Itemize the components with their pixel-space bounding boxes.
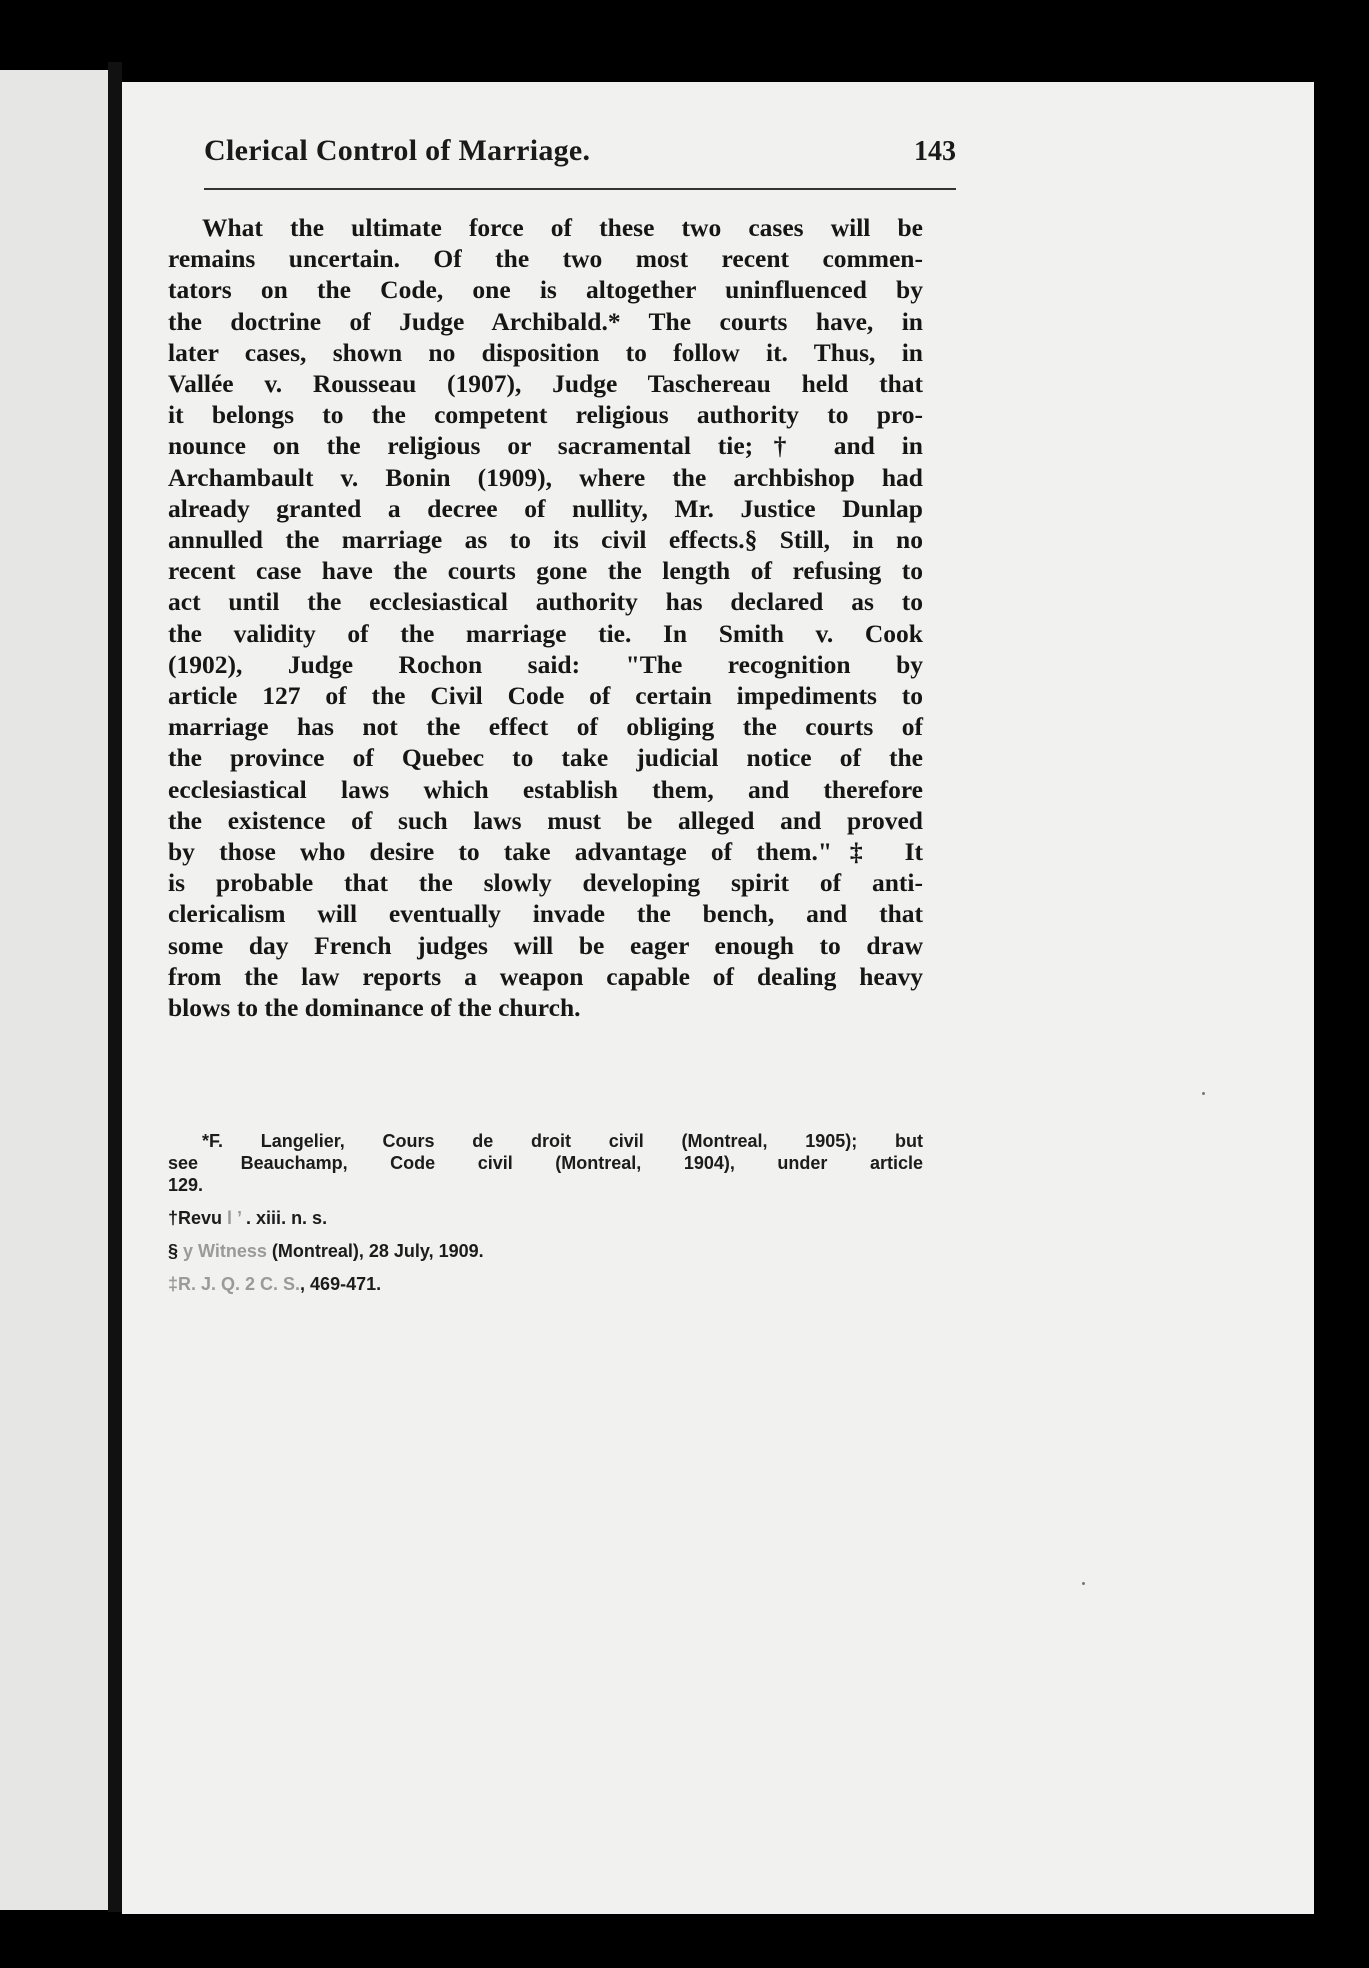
scan-speck [1082, 1582, 1085, 1585]
footnote-text: (Montreal), 28 July, 1909. [271, 1241, 484, 1261]
body-line: is probable that the slowly developing spirit of anti- [168, 868, 923, 898]
body-line: blows to the dominance of the church. [168, 993, 581, 1023]
book-gutter [108, 62, 122, 1912]
body-line: the existence of such laws must be alleged and proved [168, 805, 923, 835]
running-head [204, 134, 956, 190]
body-line: later cases, shown no disposition to follow it. Thus, in [168, 337, 923, 367]
footnote-text: . xiii. n. s. [246, 1208, 328, 1228]
footnote-faded-text: y Witness [178, 1241, 272, 1261]
footnote-faded-text: l ’ [222, 1208, 247, 1228]
body-line: article 127 of the Civil Code of certain impediments to [168, 681, 923, 711]
body-line: recent case have the courts gone the length of refusing to [168, 556, 923, 586]
body-line: act until the ecclesiastical authority has declared as to [168, 587, 923, 617]
body-line: it belongs to the competent religious authority to pro- [168, 400, 923, 430]
footnote-text: , 469-471. [300, 1274, 382, 1294]
footnote-asterisk [168, 1130, 923, 1196]
body-line: Archambault v. Bonin (1909), where the archbishop had [168, 462, 923, 492]
body-line: the validity of the marriage tie. In Smith v. Cook [168, 618, 923, 648]
footnote-dagger [168, 1207, 923, 1229]
body-line: ecclesiastical laws which establish them, and therefore [168, 774, 923, 804]
page-number: 143 [914, 136, 956, 167]
scan-speck [1202, 1092, 1205, 1095]
body-line: remains uncertain. Of the two most recent commen- [168, 244, 923, 274]
facing-page-edge [0, 70, 108, 1910]
body-line: from the law reports a weapon capable of dealing heavy [168, 961, 923, 991]
body-line: nounce on the religious or sacramental tie;† and in [168, 431, 923, 461]
body-line: annulled the marriage as to its civil effects.§ Still, in no [168, 525, 923, 555]
body-line: marriage has not the effect of obliging the courts of [168, 712, 923, 742]
body-line: by those who desire to take advantage of them."‡ It [168, 837, 923, 867]
footnote-text: †Revu [168, 1208, 223, 1228]
body-line: Vallée v. Rousseau (1907), Judge Taschereau held that [168, 369, 923, 399]
body-line: clericalism will eventually invade the bench, and that [168, 899, 923, 929]
body-line: tators on the Code, one is altogether uninfluenced by [168, 275, 923, 305]
footnote-double-dagger [168, 1273, 923, 1295]
footnote-text: § [168, 1241, 179, 1261]
footnote-line: *F. Langelier, Cours de droit civil (Montreal, 1905); but [202, 1131, 923, 1151]
footnote-faded-text: ‡R. J. Q. 2 C. S. [168, 1274, 301, 1294]
running-title: Clerical Control of Marriage. [204, 134, 591, 167]
footnote-line: 129. [168, 1175, 204, 1195]
body-line: the province of Quebec to take judicial notice of the [168, 743, 923, 773]
body-paragraph [168, 212, 923, 1023]
body-line: the doctrine of Judge Archibald.* The courts have, in [168, 306, 923, 336]
header-rule [204, 188, 956, 190]
body-line: (1902), Judge Rochon said: "The recognition by [168, 649, 923, 679]
body-line: What the ultimate force of these two cases will be [202, 213, 923, 242]
body-line: some day French judges will be eager enough to draw [168, 930, 923, 960]
footnotes [168, 1130, 923, 1306]
body-line: already granted a decree of nullity, Mr. Justice Dunlap [168, 493, 923, 523]
footnote-section [168, 1240, 923, 1262]
footnote-line: see Beauchamp, Code civil (Montreal, 1904), under article [168, 1153, 923, 1173]
